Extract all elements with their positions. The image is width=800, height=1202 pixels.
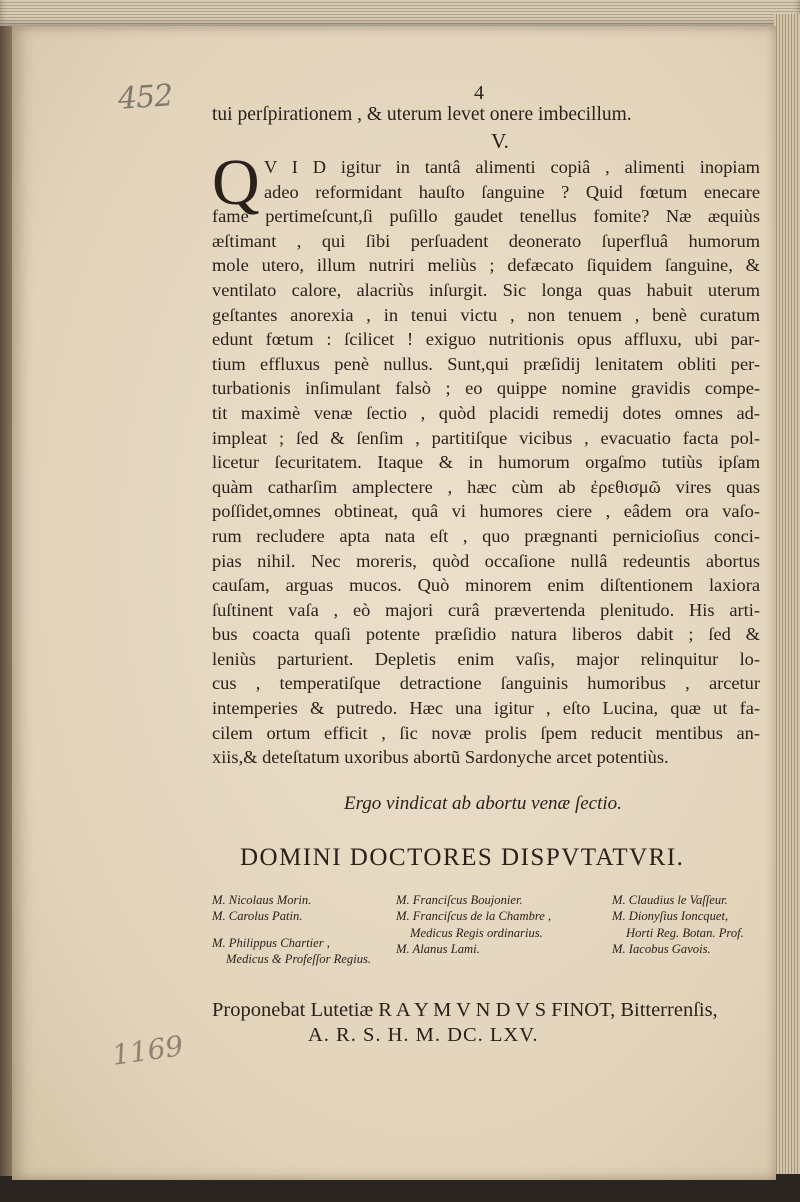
doctor-name: M. Dionyſius Ioncquet, — [612, 909, 729, 924]
body-line: impleat ; ſed & ſenſim , partitiſque vicibus , evacuatio facta pol- — [212, 427, 760, 448]
body-line: geſtantes anorexia , in tenui victu , non tenuem , benè curatum — [212, 304, 760, 325]
doctors-column-2 — [396, 892, 610, 968]
proponent-line: Proponebat Lutetiæ R A Y M V N D V S FINOT, Bitterrenſis, — [212, 998, 718, 1021]
thesis-conclusion: Ergo vindicat ab abortu venæ ſectio. — [344, 792, 622, 814]
body-line: licetur ſecuritatem. Itaque & in humorum orgaſmo tutiùs ipſam — [212, 452, 760, 473]
doctor-name: M. Nicolaus Morin. — [212, 892, 312, 907]
thesis-body — [212, 146, 760, 770]
proponent-block — [212, 998, 760, 1048]
doctor-name: M. Claudius le Vaſſeur. — [612, 892, 728, 907]
body-line: V I D igitur in tantâ alimenti copiâ , alimenti inopiam — [264, 157, 760, 177]
body-line: intemperies & putredo. Hæc una igitur , eſto Lucina, quæ ut fa- — [212, 698, 760, 719]
handwritten-annotation: 1169 — [110, 1029, 186, 1072]
doctor-title: Medicus & Profeſſor Regius. — [226, 952, 372, 967]
doctor-name: M. Alanus Lami. — [396, 942, 480, 957]
body-line: ſuſtinent vaſa , eò majori curâ prævertenda plenitudo. His arti- — [212, 599, 760, 620]
body-line: ventilato calore, alacriùs inſurgit. Sic longa quas habuit uterum — [212, 279, 760, 300]
body-line: quàm catharſim amplectere , hæc cùm ab ἐρεθισμῶ vires quas — [212, 476, 760, 497]
body-line: edunt fœtum : ſcilicet ! exiguo nutritionis opus affluxu, ubi par- — [212, 329, 760, 350]
body-line: bus coacta quaſi potente præſidio natura liberos dabit ; ſed & — [212, 624, 760, 645]
doctor-name: M. Franciſcus de la Chambre , — [396, 909, 552, 924]
body-line: xiis,& deteſtatum uxoribus abortũ Sardonyche arcet potentiùs. — [212, 747, 669, 768]
body-line: adeo reformidant hauſto ſanguine ? Quid fœtum enecare — [264, 181, 760, 202]
spacer — [212, 925, 394, 935]
body-line: tit maximè venæ ſectio , quòd placidi remedij dotes omnes ad- — [212, 402, 760, 423]
section-number: V. — [491, 129, 509, 153]
doctor-name: M. Carolus Patin. — [212, 909, 303, 924]
doctor-title: Medicus Regis ordinarius. — [410, 925, 543, 940]
doctors-column-1 — [212, 892, 394, 968]
body-line: æſtimant , qui ſibi perſuadent deonerato ſuperfluâ humorum — [212, 230, 760, 251]
doctors-list — [212, 892, 760, 968]
body-line: tium effluxus penè nullus. Sunt,qui præſidij lenitatem obliti per- — [212, 353, 760, 374]
doctors-column-3 — [612, 892, 772, 968]
body-line: cilem ortum efficit , ſic novæ prolis ſpem reducit mentibus an- — [212, 722, 760, 743]
body-line: mole utero, illum nutriri meliùs ; defæcato ſiquidem ſanguine, & — [212, 255, 760, 276]
body-line: poſſidet,omnes obtineat, quâ vi humores ciere , eâdem ora vaſo- — [212, 501, 760, 522]
body-line: cauſam, arguas mucos. Quò minorem enim diſtentionem laxiora — [212, 575, 760, 596]
doctor-name: M. Franciſcus Boujonier. — [396, 892, 523, 907]
drop-cap-letter: Q — [212, 146, 260, 219]
body-line: cus , temperatiſque detractione ſanguinis humoribus , arcetur — [212, 673, 760, 694]
body-line: pias nihil. Nec moreris, quòd occaſione nullâ redeuntis abortus — [212, 550, 760, 571]
body-line: rum recludere apta nata eſt , quo prægnanti pernicioſius conci- — [212, 525, 760, 546]
doctor-title: Horti Reg. Botan. Prof. — [626, 925, 744, 940]
page-number: 4 — [474, 82, 484, 104]
page-content — [212, 103, 760, 1048]
doctor-name: M. Philippus Chartier , — [212, 935, 330, 950]
doctor-name: M. Iacobus Gavois. — [612, 942, 711, 957]
disputants-heading: DOMINI DOCTORES DISPVTATVRI. — [240, 843, 685, 871]
body-line: leniùs parturient. Depletis enim vaſis, major relinquitur lo- — [212, 648, 760, 669]
lead-line: tui perſpirationem , & uterum levet onere imbecillum. — [212, 104, 632, 125]
body-line: fame pertimeſcunt,ſi puſillo gaudet tenellus fomite? Næ æquiùs — [212, 206, 760, 227]
book-fore-edge — [774, 14, 800, 1174]
handwritten-folio-number: 452 — [116, 78, 174, 117]
date-line: A. R. S. H. M. DC. LXV. — [308, 1023, 539, 1046]
body-line: turbationis inſimulant falsò ; eo quippe nomine gravidis compe- — [212, 378, 760, 399]
